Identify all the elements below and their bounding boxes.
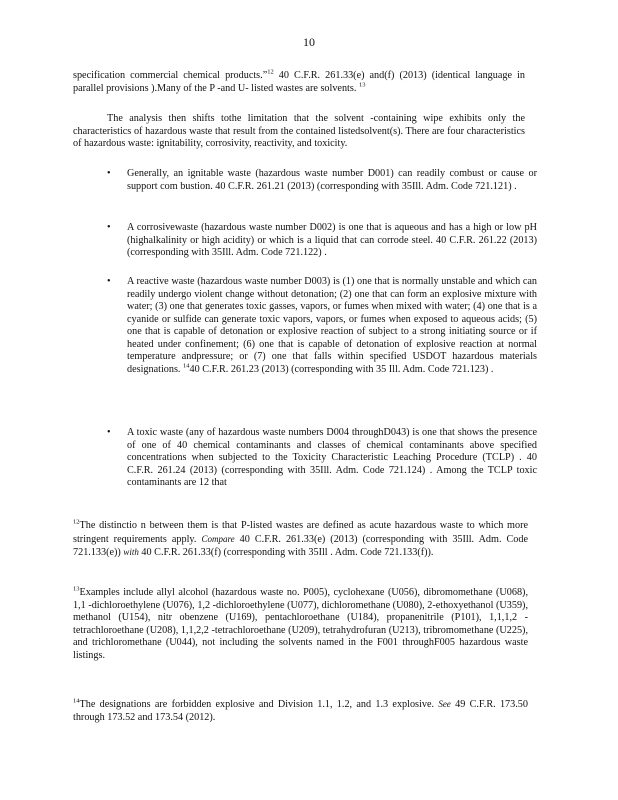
paragraph-text: specification commercial chemical products.” (73, 70, 268, 81)
signal-word: See (438, 699, 451, 709)
footnote-text: The designations are forbidden explosive and Division 1.1, 1.2, and 1.3 explosive. (79, 699, 435, 710)
bullet-text: A reactive waste (hazardous waste number D003) is (1) one that is normally unstable and which can readily undergo violent change without detonation; (2) one that can form an explosive mixture with water; (3) one that generates toxic gasses, vapors, or fumes when mixed with water; (4) one that is a cyanide or sulfide can generate toxic vapors, vapors, or fumes when exposed to aqueous acids; (5) one that is capable of detonation or explosive reaction of subject to a strong initiating source or if heated under confinement; (6) one that is capable of detonation of explosive reaction at normal temperature andpressure; or (7) one that falls within specified USDOT hazardous materials designations. (127, 276, 537, 375)
footnote-text: Examples include allyl alcohol (hazardous waste no. P005), cyclohexane (U056), dibromomethane (U068), 1,1 -dichloroethylene (U076), 1,2 -dichloroethylene (U077), dichloromethane (U080), 2-ethoxyethanol (U359), methanol (U154), nitr obenzene (U169), pentachloroethane (U184), propanenitrile (P101), 1,1,1,2 -tetrachloroethane (U208), 1,1,2,2 -tetrachloroethane (U209), tetrahydrofuran (U213), tribromomethane (U225), and trichloromethane (U044), not including the solvents named in the F001 throughF005 hazardous waste listings. (73, 587, 528, 661)
footnote-ref-12: 12 (267, 68, 274, 76)
footnote-text: 40 C.F.R. 261.33(f) (corresponding with 35Ill . Adm. Code 721.133(f)). (141, 547, 434, 558)
bullet-toxic: • A toxic waste (any of hazardous waste numbers D004 throughD043) is one that shows the presence of one of 40 chemical contaminants and classes of chemical contaminants above specified concentrations when subjected to the Toxicity Characteristic Leaching Procedure (TCLP) . 40 C.F.R. 261.24 (2013) (corresponding with 35Ill. Adm. Code 721.124) . Among the TCLP toxic contaminants are 12 that (107, 427, 537, 490)
footnote-number: 12 (73, 518, 80, 526)
footnote-ref-13: 13 (358, 81, 366, 89)
footnote-ref-14: 14 (183, 362, 190, 370)
signal-word: Compare (201, 533, 235, 544)
bullet-corrosive: • A corrosivewaste (hazardous waste number D002) is one that is aqueous and has a high or low pH (highalkalinity or high acidity) or which is a liquid that can corrode steel. 40 C.F.R. 261.22 (2013) (corresponding with 35Ill. Adm. Code 721.122) . (107, 222, 537, 260)
footnote-text: 49 C.F.R. 173.50 through 173.52 and 173.54 (2012). (73, 699, 528, 723)
bullet-text: 40 C.F.R. 261.23 (2013) (corresponding with 35 Ill. Adm. Code 721.123) . (189, 363, 494, 375)
page-number: 10 (303, 35, 315, 49)
paragraph-text: 40 C.F.R. 261.33(e) and(f) (2013) (identical language in parallel provisions ).Many of the P -and U- listed wastes are solvents. (73, 70, 525, 94)
footnote-14 (73, 698, 528, 724)
footnote-13 (73, 587, 528, 662)
footnote-12 (73, 520, 528, 560)
signal-word: with (123, 547, 139, 557)
bullet-reactive (107, 276, 537, 376)
paragraph-characteristics: The analysis then shifts tothe limitation that the solvent -containing wipe exhibits only the characteristics of hazardous waste that result from the contained listedsolvent(s). There are four characteristics of hazardous waste: ignitability, corrosivity, reactivity, and toxicity. (73, 113, 525, 149)
footnote-text: 40 C.F.R. 261.33(e) (2013) (corresponding with 35Ill. Adm. Code 721.133(e)) (73, 533, 529, 558)
footnote-number: 13 (73, 585, 80, 593)
footnote-number: 14 (73, 697, 80, 705)
bullet-ignitable: • Generally, an ignitable waste (hazardous waste number D001) can readily combust or cause or support com bustion. 40 C.F.R. 261.21 (2013) (corresponding with 35Ill. Adm. Code 721.121) . (107, 168, 537, 193)
footnote-text: The distinctio n between them is that P-listed wastes are defined as acute hazardous waste to which more stringent requirements apply. (73, 520, 528, 545)
paragraph-continuation (73, 70, 525, 95)
